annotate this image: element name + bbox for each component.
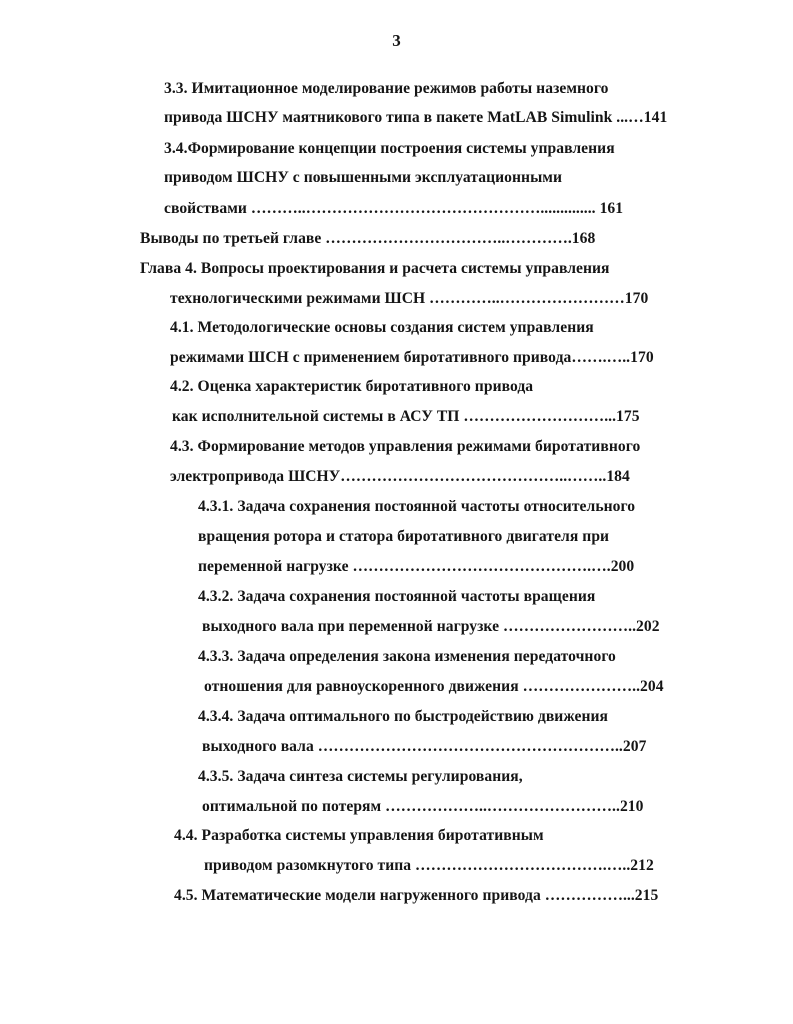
- toc-entry-3-3-title: 3.3. Имитационное моделирование режимов работы наземного: [164, 80, 609, 97]
- toc-entry-4-3-1-continuation: вращения ротора и статора биротативного двигателя при: [198, 528, 610, 545]
- toc-entry-4-1-continuation: режимами ШСН с применением биротативного привода…….…..170: [170, 349, 654, 366]
- toc-entry-4-5-title: 4.5. Математические модели нагруженного привода ……………...215: [174, 887, 659, 904]
- page-number: 3: [392, 31, 401, 50]
- toc-entry-4-3-continuation: электропривода ШСНУ……………………………………..……..184: [170, 468, 630, 485]
- toc-entry-4-4-continuation: приводом разомкнутого типа ……………………………….…..212: [204, 857, 654, 874]
- toc-entry-3-4-continuation: приводом ШСНУ с повышенными эксплуатационными: [164, 169, 563, 186]
- toc-entry-4-1-title: 4.1. Методологические основы создания систем управления: [170, 319, 594, 336]
- toc-entry-3-4-title: 3.4.Формирование концепции построения системы управления: [164, 140, 615, 157]
- toc-entry-4-2-continuation: как исполнительной системы в АСУ ТП ………………………...175: [172, 408, 640, 425]
- toc-entry-4-3-2-title: 4.3.2. Задача сохранения постоянной частоты вращения: [198, 588, 596, 605]
- toc-entry-4-3-title: 4.3. Формирование методов управления режимами биротативного: [170, 438, 641, 455]
- toc-entry-4-4-title: 4.4. Разработка системы управления биротативным: [174, 827, 544, 844]
- toc-entry-4-3-4-title: 4.3.4. Задача оптимального по быстродействию движения: [198, 708, 609, 725]
- toc-entry-4-3-4-continuation: выходного вала …………………………………………………..207: [202, 738, 647, 755]
- toc-entry-4-3-3-title: 4.3.3. Задача определения закона изменения передаточного: [198, 648, 616, 665]
- toc-entry-4-3-2-continuation: выходного вала при переменной нагрузке ……………………..202: [202, 618, 660, 635]
- toc-entry-chapter4-continuation: технологическими режимами ШСН …………..……………………170: [170, 290, 649, 307]
- toc-entry-4-3-1-continuation-2: переменной нагрузке ……………………………………….….200: [198, 558, 635, 575]
- toc-entry-4-3-5-title: 4.3.5. Задача синтеза системы регулирования,: [198, 768, 523, 785]
- toc-entry-3-3-continuation: привода ШСНУ маятникового типа в пакете MatLAB Simulink ...…141: [164, 109, 668, 126]
- toc-entry-4-3-1-title: 4.3.1. Задача сохранения постоянной частоты относительного: [198, 498, 636, 515]
- toc-entry-chapter3-conclusions: Выводы по третьей главе ……………………………..………….168: [140, 230, 596, 247]
- toc-entry-3-4-continuation-2: свойствами ………..……………………………………….............. 161: [164, 200, 624, 217]
- toc-entry-chapter4-title: Глава 4. Вопросы проектирования и расчета системы управления: [140, 260, 610, 277]
- toc-entry-4-3-3-continuation: отношения для равноускоренного движения …………………..204: [204, 678, 664, 695]
- toc-entry-4-2-title: 4.2. Оценка характеристик биротативного привода: [170, 378, 534, 395]
- toc-entry-4-3-5-continuation: оптимальной по потерям ………………..……………………..210: [202, 798, 644, 815]
